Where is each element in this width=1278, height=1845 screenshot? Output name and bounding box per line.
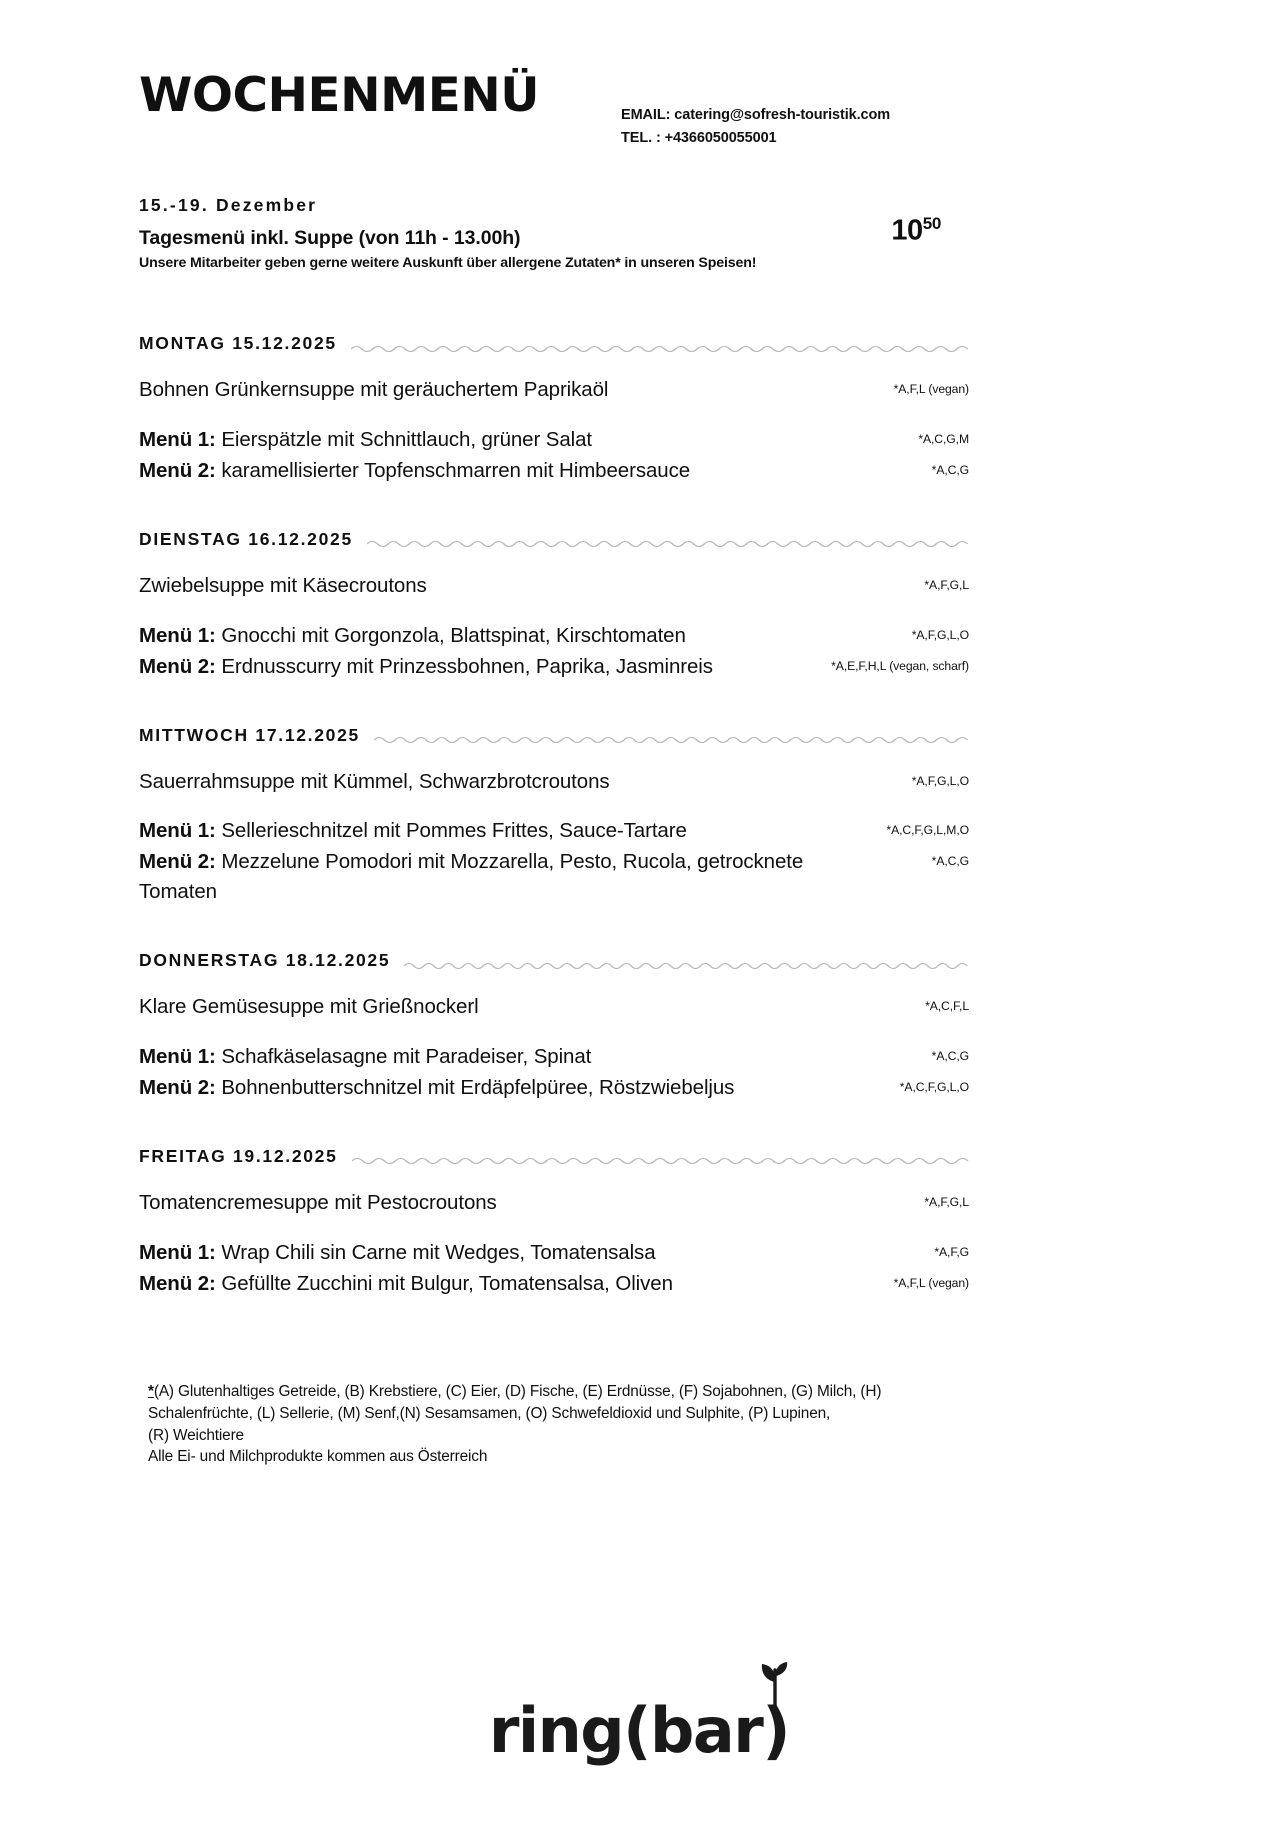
menu-text: [139, 456, 847, 486]
soup-allergens: *A,C,F,L: [925, 999, 969, 1014]
menu-label: Menü 2:: [139, 1271, 216, 1295]
soup-text: Zwiebelsuppe mit Käsecroutons: [139, 573, 427, 597]
menu-text: [139, 847, 847, 907]
menu-text: [139, 425, 847, 455]
soup-row: [139, 767, 969, 797]
soup-text: Sauerrahmsuppe mit Kümmel, Schwarzbrotcroutons: [139, 769, 610, 793]
menu-row: [139, 621, 969, 651]
menu-allergens: *A,C,F,G,L,M,O: [886, 823, 969, 838]
brand-logo-text: ring(bar): [488, 1694, 790, 1767]
day-header: [139, 725, 969, 746]
menu-label: Menü 1:: [139, 819, 216, 843]
menu-description: Wrap Chili sin Carne mit Wedges, Tomatensalsa: [215, 1240, 656, 1264]
menu-text: [139, 1238, 847, 1268]
soup-allergens: *A,F,L (vegan): [893, 382, 969, 396]
day-name: FREITAG 19.12.2025: [139, 1145, 338, 1166]
day-block: [139, 333, 969, 486]
price-main: 10: [891, 214, 923, 247]
soup-text: Bohnen Grünkernsuppe mit geräuchertem Paprikaöl: [139, 378, 609, 401]
wavy-divider: [352, 1155, 969, 1165]
menu-allergens: *A,F,G,L,O: [911, 627, 969, 642]
soup-row: [139, 992, 969, 1022]
menu-allergens: *A,C,G: [931, 854, 969, 869]
menu-row: [139, 425, 969, 455]
soup-row: [139, 375, 969, 405]
menu-row: [139, 1073, 969, 1103]
menu-allergens: *A,C,F,G,L,O: [899, 1080, 969, 1095]
menu-description: Mezzelune Pomodori mit Mozzarella, Pesto, Rucola, getrocknete Tomaten: [139, 850, 804, 904]
wavy-divider: [404, 960, 969, 970]
menu-allergens: *A,F,L (vegan): [893, 1275, 969, 1290]
menu-allergens: *A,F,G: [934, 1244, 969, 1259]
day-header: [139, 333, 969, 354]
menu-text: [139, 816, 847, 846]
menu-allergens: *A,C,G,M: [918, 431, 969, 446]
menu-label: Menü 2:: [139, 458, 216, 482]
wavy-divider: [374, 734, 969, 744]
price-cents: 50: [922, 214, 941, 233]
day-header: [139, 1146, 969, 1167]
day-block: [139, 725, 969, 908]
contact-tel: TEL. : +4366050055001: [621, 130, 777, 147]
day-block: [139, 529, 969, 682]
menu-text: [139, 1269, 847, 1299]
week-info: [139, 195, 969, 271]
allergen-legend: [139, 1381, 969, 1469]
menu-description: Gefüllte Zucchini mit Bulgur, Tomatensalsa, Oliven: [215, 1271, 673, 1295]
day-name: MITTWOCH 17.12.2025: [139, 724, 360, 745]
wavy-divider: [367, 538, 969, 548]
page-title: WOCHENMENÜ: [139, 68, 540, 123]
days-list: [139, 333, 969, 1299]
menu-label: Menü 2:: [139, 1076, 216, 1100]
soup-row: [139, 571, 969, 601]
soup-text: Tomatencremesuppe mit Pestocroutons: [139, 1190, 497, 1214]
brand-logo: [488, 1694, 790, 1767]
soup-allergens: *A,F,G,L: [924, 1194, 969, 1209]
menu-allergens: *A,C,G: [931, 462, 969, 477]
menu-description: Sellerieschnitzel mit Pommes Frittes, Sauce-Tartare: [215, 819, 687, 843]
menu-label: Menü 1:: [139, 1240, 216, 1264]
menu-label: Menü 2:: [139, 654, 216, 678]
menu-text: [139, 652, 819, 682]
legend-star: *: [148, 1382, 154, 1400]
soup-allergens: *A,F,G,L,O: [911, 773, 969, 788]
menu-description: karamellisierter Topfenschmarren mit Himbeersauce: [215, 458, 691, 482]
day-name: DIENSTAG 16.12.2025: [139, 528, 353, 549]
menu-text: [139, 1073, 847, 1103]
menu-allergens: *A,C,G: [931, 1049, 969, 1064]
soup-text: Klare Gemüsesuppe mit Grießnockerl: [139, 995, 479, 1019]
menu-label: Menü 1:: [139, 623, 216, 647]
menu-row: [139, 816, 969, 846]
menu-description: Gnocchi mit Gorgonzola, Blattspinat, Kirschtomaten: [215, 623, 686, 647]
legend-line-4: Alle Ei- und Milchprodukte kommen aus Österreich: [148, 1448, 488, 1466]
day-header: [139, 950, 969, 971]
allergen-note: Unsere Mitarbeiter geben gerne weitere Auskunft über allergene Zutaten* in unseren Speisen!: [139, 255, 757, 271]
day-block: [139, 1146, 969, 1299]
menu-label: Menü 1:: [139, 427, 216, 451]
wavy-divider: [351, 343, 969, 353]
menu-text: [139, 1042, 847, 1072]
menu-allergens: *A,E,F,H,L (vegan, scharf): [831, 658, 969, 673]
legend-line-3: (R) Weichtiere: [148, 1426, 244, 1444]
menu-label: Menü 2:: [139, 850, 216, 874]
menu-row: [139, 456, 969, 486]
soup-allergens: *A,F,G,L: [924, 577, 969, 592]
menu-description: Eierspätzle mit Schnittlauch, grüner Salat: [215, 427, 593, 451]
menu-row: [139, 652, 969, 682]
page-header: [139, 68, 969, 162]
week-range: 15.-19. Dezember: [139, 195, 318, 215]
day-header: [139, 529, 969, 550]
menu-description: Bohnenbutterschnitzel mit Erdäpfelpüree, Röstzwiebeljus: [215, 1076, 735, 1100]
day-name: DONNERSTAG 18.12.2025: [139, 950, 391, 971]
soup-row: [139, 1188, 969, 1218]
menu-description: Erdnusscurry mit Prinzessbohnen, Paprika, Jasminreis: [215, 654, 713, 678]
daily-menu-line: Tagesmenü inkl. Suppe (von 11h - 13.00h): [139, 227, 521, 249]
menu-text: [139, 621, 847, 651]
day-block: [139, 950, 969, 1103]
contact-email: EMAIL: catering@sofresh-touristik.com: [621, 107, 891, 123]
legend-line-2: Schalenfrüchte, (L) Sellerie, (M) Senf,(N) Sesamsamen, (O) Schwefeldioxid und Sulphite, (P) Lupinen,: [148, 1404, 831, 1422]
sprout-icon: [757, 1662, 793, 1708]
legend-line-1: (A) Glutenhaltiges Getreide, (B) Krebstiere, (C) Eier, (D) Fische, (E) Erdnüsse, (F) Sojabohnen, (G) Milch, (H): [153, 1382, 882, 1400]
price: [891, 215, 941, 246]
menu-row: [139, 1042, 969, 1072]
menu-description: Schafkäselasagne mit Paradeiser, Spinat: [215, 1045, 592, 1069]
brand-logo-wrap: [0, 1694, 1278, 1767]
day-name: MONTAG 15.12.2025: [139, 333, 337, 353]
menu-row: [139, 1269, 969, 1299]
menu-label: Menü 1:: [139, 1045, 216, 1069]
menu-row: [139, 847, 969, 907]
menu-row: [139, 1238, 969, 1268]
contact-block: [621, 104, 890, 151]
